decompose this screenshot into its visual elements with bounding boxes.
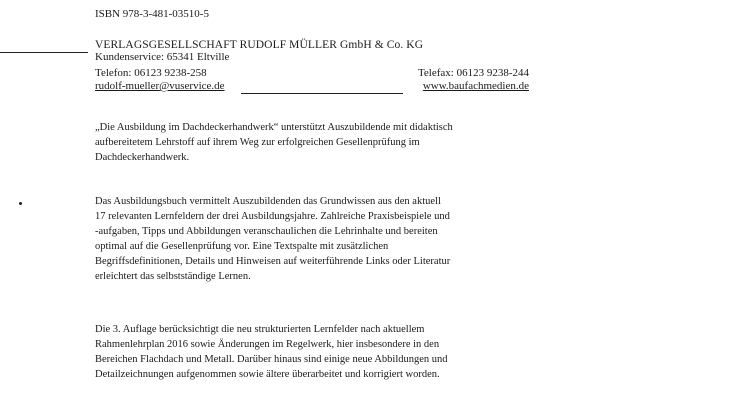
publisher-name: VERLAGSGESELLSCHAFT RUDOLF MÜLLER GmbH & Co. KG bbox=[95, 39, 424, 51]
paragraph-line: Das Ausbildungsbuch vermittelt Auszubildenden das Grundwissen aus den aktuell bbox=[95, 196, 441, 207]
website-link[interactable]: www.baufachmedien.de bbox=[422, 80, 529, 92]
paragraph-line: Begriffsdefinitionen, Details und Hinweisen auf weiterführende Links oder Literatur bbox=[95, 256, 451, 267]
customer-service-address: Kundenservice: 65341 Eltville bbox=[95, 51, 230, 63]
paragraph-line: „Die Ausbildung im Dachdeckerhandwerk“ unterstützt Auszubildende mit didaktisch bbox=[95, 122, 453, 133]
isbn-line: ISBN 978-3-481-03510-5 bbox=[95, 8, 209, 20]
paragraph-line: aufbereitetem Lehrstoff auf ihrem Weg zur erfolgreichen Gesellenprüfung im bbox=[95, 137, 420, 148]
middle-divider bbox=[241, 93, 403, 94]
paragraph-content bbox=[95, 194, 450, 284]
phone-number: Telefon: 06123 9238-258 bbox=[95, 67, 207, 79]
bullet-dot bbox=[19, 202, 22, 205]
paragraph-line: Die 3. Auflage berücksichtigt die neu strukturierten Lernfelder nach aktuellem bbox=[95, 324, 425, 335]
fax-number: Telefax: 06123 9238-244 bbox=[417, 67, 529, 79]
paragraph-line: Bereichen Flachdach und Metall. Darüber hinaus sind einige neue Abbildungen und bbox=[95, 354, 448, 365]
paragraph-line: Detailzeichnungen aufgenommen sowie ältere überarbeitet und korrigiert worden. bbox=[95, 369, 440, 380]
left-divider bbox=[0, 52, 88, 53]
paragraph-line: optimal auf die Gesellenprüfung vor. Eine Textspalte mit zusätzlichen bbox=[95, 241, 389, 252]
paragraph-line: 17 relevanten Lernfeldern der drei Ausbildungsjahre. Zahlreiche Praxisbeispiele und bbox=[95, 211, 450, 222]
paragraph-line: Dachdeckerhandwerk. bbox=[95, 152, 190, 163]
paragraph-line: erleichtert das selbstständige Lernen. bbox=[95, 271, 251, 282]
paragraph-line: -aufgaben, Tipps und Abbildungen veranschaulichen die Lehrinhalte und bereiten bbox=[95, 226, 438, 237]
email-link[interactable]: rudolf-mueller@vuservice.de bbox=[95, 80, 225, 92]
paragraph-intro bbox=[95, 120, 453, 165]
paragraph-line: Rahmenlehrplan 2016 sowie Änderungen im Regelwerk, hier insbesondere in den bbox=[95, 339, 440, 350]
paragraph-edition bbox=[95, 322, 448, 382]
